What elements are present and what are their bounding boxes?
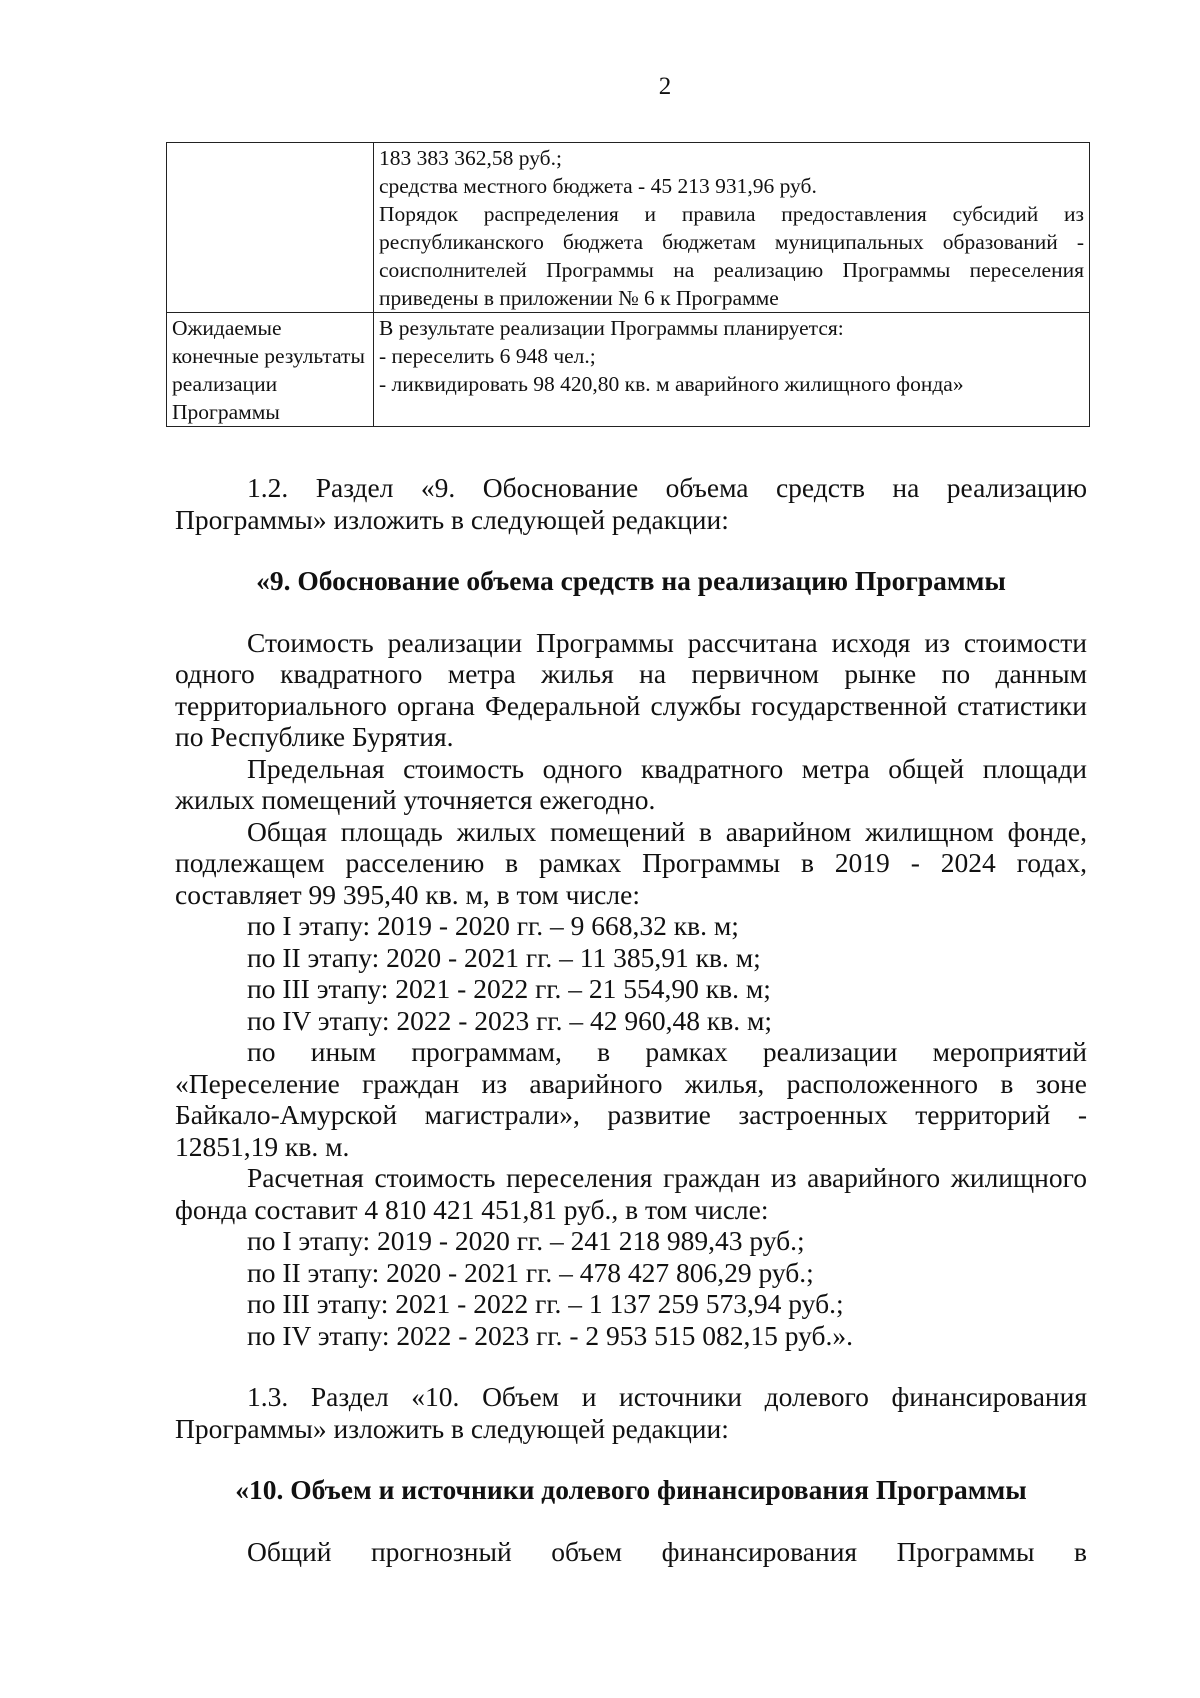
list-item: по III этапу: 2021 - 2022 гг. – 21 554,90 кв. м;	[247, 973, 771, 1004]
table-line: Порядок распределения и правила предоставления субсидий из республиканского бюджета бюджетам муниципальных образований - соисполнителей Программы на реализацию Программы переселения приведены в приложении № 6 к Программе	[379, 202, 1084, 310]
word: в	[1073, 1535, 1087, 1567]
paragraph: 1.2. Раздел «9. Обоснование объема средств на реализацию Программы» изложить в следующей редакции:	[175, 472, 1087, 535]
table-row	[167, 313, 1090, 427]
paragraph: Расчетная стоимость переселения граждан из аварийного жилищного фонда составит 4 810 421 451,81 руб., в том числе:	[175, 1162, 1087, 1225]
table-line: - ликвидировать 98 420,80 кв. м аварийного жилищного фонда»	[379, 372, 964, 396]
list-item: по II этапу: 2020 - 2021 гг. – 478 427 806,29 руб.;	[247, 1256, 814, 1288]
list-item: по III этапу: 2021 - 2022 гг. – 1 137 259 573,94 руб.;	[247, 1288, 844, 1319]
list-item: по I этапу: 2019 - 2020 гг. – 9 668,32 кв. м;	[247, 910, 739, 941]
table-line: 183 383 362,58 руб.;	[379, 146, 562, 170]
table-label-cell	[167, 143, 374, 313]
table-line: средства местного бюджета - 45 213 931,96 руб.	[379, 174, 817, 198]
table-label-cell: Ожидаемые конечные результаты реализации Программы	[167, 313, 374, 427]
section-heading: «10. Объем и источники долевого финансирования Программы	[235, 1474, 1027, 1505]
word: Программы	[896, 1535, 1035, 1567]
list-item: по II этапу: 2020 - 2021 гг. – 11 385,91 кв. м;	[247, 941, 761, 973]
page-number: 2	[658, 73, 672, 100]
table-value-cell	[374, 143, 1090, 313]
list-item: по IV этапу: 2022 - 2023 гг. – 42 960,48 кв. м;	[247, 1004, 772, 1036]
table-row	[167, 143, 1090, 313]
paragraph: Общая площадь жилых помещений в аварийном жилищном фонде, подлежащем расселению в рамках Программы в 2019 - 2024 годах, составляет 99 395,40 кв. м, в том числе:	[175, 815, 1087, 910]
document-body	[175, 472, 1087, 1567]
word: финансирования	[661, 1535, 858, 1567]
last-line	[175, 1536, 1087, 1568]
section-heading: «9. Обоснование объема средств на реализацию Программы	[256, 565, 1006, 596]
program-passport-table	[166, 142, 1090, 427]
list-item: по I этапу: 2019 - 2020 гг. – 241 218 989,43 руб.;	[247, 1225, 805, 1256]
paragraph: Предельная стоимость одного квадратного метра общей площади жилых помещений уточняется ежегодно.	[175, 752, 1087, 815]
word: Общий	[247, 1535, 332, 1567]
table-line: В результате реализации Программы планируется:	[379, 316, 844, 340]
word: объем	[551, 1535, 623, 1567]
list-item: по IV этапу: 2022 - 2023 гг. - 2 953 515 082,15 руб.».	[247, 1319, 854, 1351]
table-line: - переселить 6 948 чел.;	[379, 344, 596, 368]
word: прогнозный	[370, 1535, 512, 1567]
table-value-cell	[374, 313, 1090, 427]
paragraph: Стоимость реализации Программы рассчитана исходя из стоимости одного квадратного метра жилья на первичном рынке по данным территориального органа Федеральной службы государственной статистики по Республике Бурятия.	[175, 626, 1087, 752]
paragraph: 1.3. Раздел «10. Объем и источники долевого финансирования Программы» изложить в следующей редакции:	[175, 1381, 1087, 1444]
paragraph: по иным программам, в рамках реализации мероприятий «Переселение граждан из аварийного жилья, расположенного в зоне Байкало-Амурской магистрали», развитие застроенных территорий - 12851,19 кв. м.	[175, 1036, 1087, 1162]
